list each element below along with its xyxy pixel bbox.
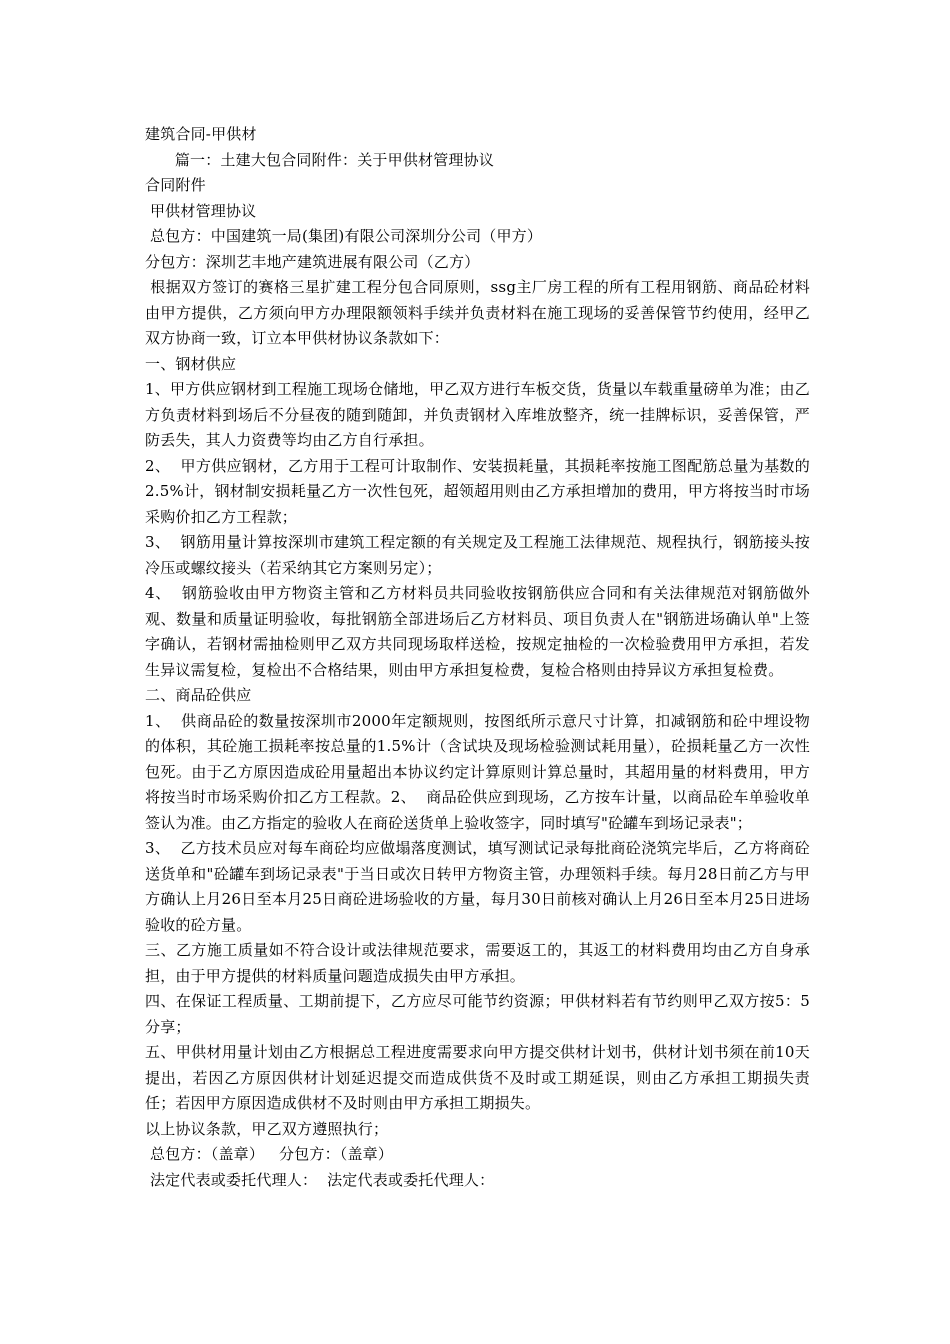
steel-clause-2: 2、 甲方供应钢材，乙方用于工程可计取制作、安装损耗量，其损耗率按施工图配筋总量为基数的2.5%计，钢材制安损耗量乙方一次性包死，超领超用则由乙方承担增加的费用，甲方将按当时市场采购价扣乙方工程款； — [145, 456, 810, 526]
agreement-title: 甲供材管理协议 — [145, 201, 257, 220]
steel-clause-3: 3、 钢筋用量计算按深圳市建筑工程定额的有关规定及工程施工法律规范、规程执行，钢筋接头按冷压或螺纹接头（若采纳其它方案则另定）； — [145, 533, 810, 577]
party-a: 总包方：中国建筑一局(集团)有限公司深圳分公司（甲方） — [145, 227, 543, 245]
preamble-paragraph: 根据双方签订的赛格三星扩建工程分包合同原则，ssg主厂房工程的所有工程用钢筋、商品砼材料由甲方提供，乙方须向甲方办理限额领料手续并负责材料在施工现场的妥善保管节约使用，经甲乙双方协商一致，订立本甲供材协议条款如下： — [145, 278, 811, 347]
signature-representatives: 法定代表或委托代理人： 法定代表或委托代理人： — [145, 1170, 495, 1189]
concrete-clause-1: 1、 供商品砼的数量按深圳市2000年定额规则，按图纸所示意尺寸计算，扣减钢筋和砼中埋设物的体积，其砼施工损耗率按总量的1.5%计（含试块及现场检验测试耗用量），砼损耗量乙方一次性包死。由于乙方原因造成砼用量超出本协议约定计算原则计算总量时，其超用量的材料费用，甲方将按当时市场采购价扣乙方工程款。2、 商品砼供应到现场，乙方按车计量，以商品砼车单验收单签认为准。由乙方指定的验收人在商砼送货单上验收签字，同时填写"砼罐车到场记录表"； — [145, 711, 810, 832]
concrete-clause-3: 3、 乙方技术员应对每车商砼均应做塌落度测试，填写测试记录每批商砼浇筑完毕后，乙方将商砼送货单和"砼罐车到场记录表"于当日或次日转甲方物资主管，办理领料手续。每月28日前乙方与甲方确认上月26日至本月25日商砼进场验收的方量，每月30日前核对确认上月26日至本月25日进场验收的砼方量。 — [145, 839, 810, 934]
section-label: 合同附件 — [145, 176, 206, 194]
document-title: 建筑合同-甲供材 — [145, 125, 257, 143]
section-heading-concrete: 二、商品砼供应 — [145, 686, 252, 704]
document-body — [145, 122, 810, 1193]
section-plan: 五、甲供材用量计划由乙方根据总工程进度需要求向甲方提交供材计划书，供材计划书须在前10天提出，若因乙方原因供材计划延迟提交而造成供货不及时或工期延误，则由乙方承担工期损失责任；若因甲方原因造成供材不及时则由甲方承担工期损失。 — [145, 1043, 810, 1112]
signature-seals: 总包方：（盖章） 分包方：（盖章） — [145, 1145, 394, 1163]
steel-clause-1: 1、甲方供应钢材到工程施工现场仓储地，甲乙双方进行车板交货，货量以车载重量磅单为准；由乙方负责材料到场后不分昼夜的随到随卸，并负责钢材入库堆放整齐，统一挂牌标识，妥善保管，严防丢失，其人力资费等均由乙方自行承担。 — [145, 380, 810, 449]
section-savings: 四、在保证工程质量、工期前提下，乙方应尽可能节约资源；甲供材料若有节约则甲乙双方按5：5分享； — [145, 992, 810, 1036]
section-quality: 三、乙方施工质量如不符合设计或法律规范要求，需要返工的，其返工的材料费用均由乙方自身承担，由于甲方提供的材料质量问题造成损失由甲方承担。 — [145, 941, 810, 985]
article-heading: 篇一：土建大包合同附件：关于甲供材管理协议 — [145, 150, 495, 169]
section-heading-steel: 一、钢材供应 — [145, 354, 237, 373]
party-b: 分包方：深圳艺丰地产建筑进展有限公司（乙方） — [145, 252, 480, 271]
steel-clause-4: 4、 钢筋验收由甲方物资主管和乙方材料员共同验收按钢筋供应合同和有关法律规范对钢筋做外观、数量和质量证明验收，每批钢筋全部进场后乙方材料员、项目负责人在"钢筋进场确认单"上签字确认，若钢材需抽检则甲乙双方共同现场取样送检，按规定抽检的一次检验费用甲方承担，若发生异议需复检，复检出不合格结果，则由甲方承担复检费，复检合格则由持异议方承担复检费。 — [145, 584, 810, 679]
closing-statement: 以上协议条款，甲乙双方遵照执行； — [145, 1119, 389, 1138]
